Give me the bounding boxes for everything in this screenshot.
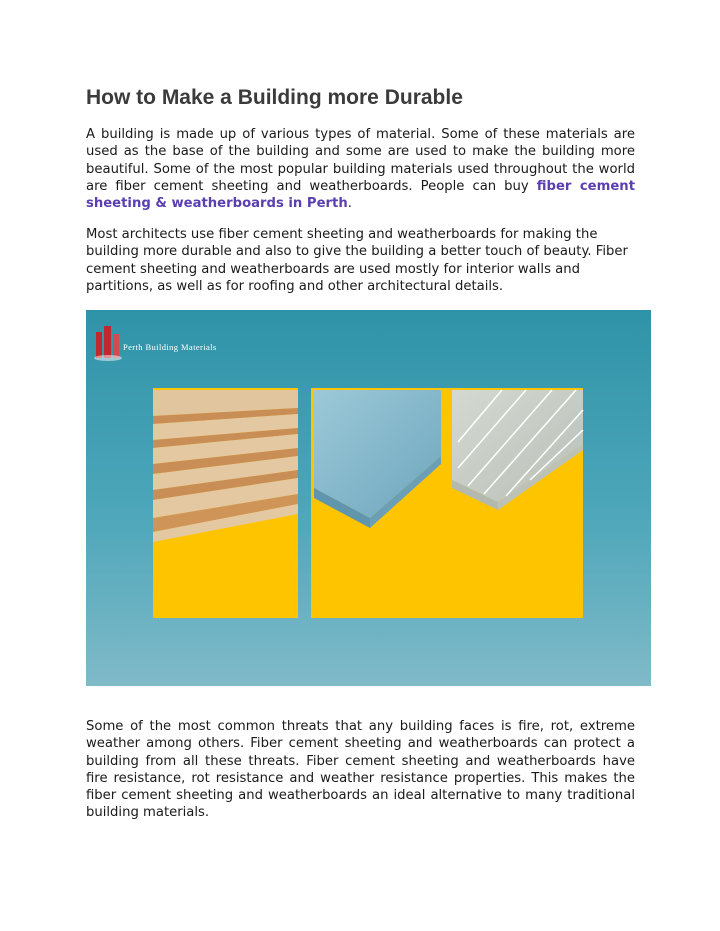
intro-paragraph-text: A building is made up of various types of material. Some of these materials are used as the base of the building and some are used to make the building more beautiful. Some of the most popular building materials used throughout the world are fiber cement sheeting and weatherboards. People can buy [86,127,635,194]
fiber-cement-link[interactable]: fiber cement sheeting & weatherboards in Perth [86,178,636,212]
architects-paragraph: Most architects use fiber cement sheeting and weatherboards for making the building more durable and also to give the building a better touch of beauty. Fiber cement sheeting and weatherboards are used mostly for interior walls and partitions, as well as for roofing and other architectural details. [86,227,628,294]
intro-paragraph [86,126,635,212]
threats-paragraph: Some of the most common threats that any building faces is fire, rot, extreme weather among others. Fiber cement sheeting and weatherboards can protect a building from all these threats. Fiber cement sheeting and weatherboards have fire resistance, rot resistance and weather resistance properties. This makes the fiber cement sheeting and weatherboards an ideal alternative to many traditional building materials. [86,719,635,821]
building-materials-image [86,310,651,686]
logo-text: Perth Building Materials [123,342,217,352]
page-title: How to Make a Building more Durable [86,86,463,109]
intro-paragraph-end: . [347,196,352,212]
